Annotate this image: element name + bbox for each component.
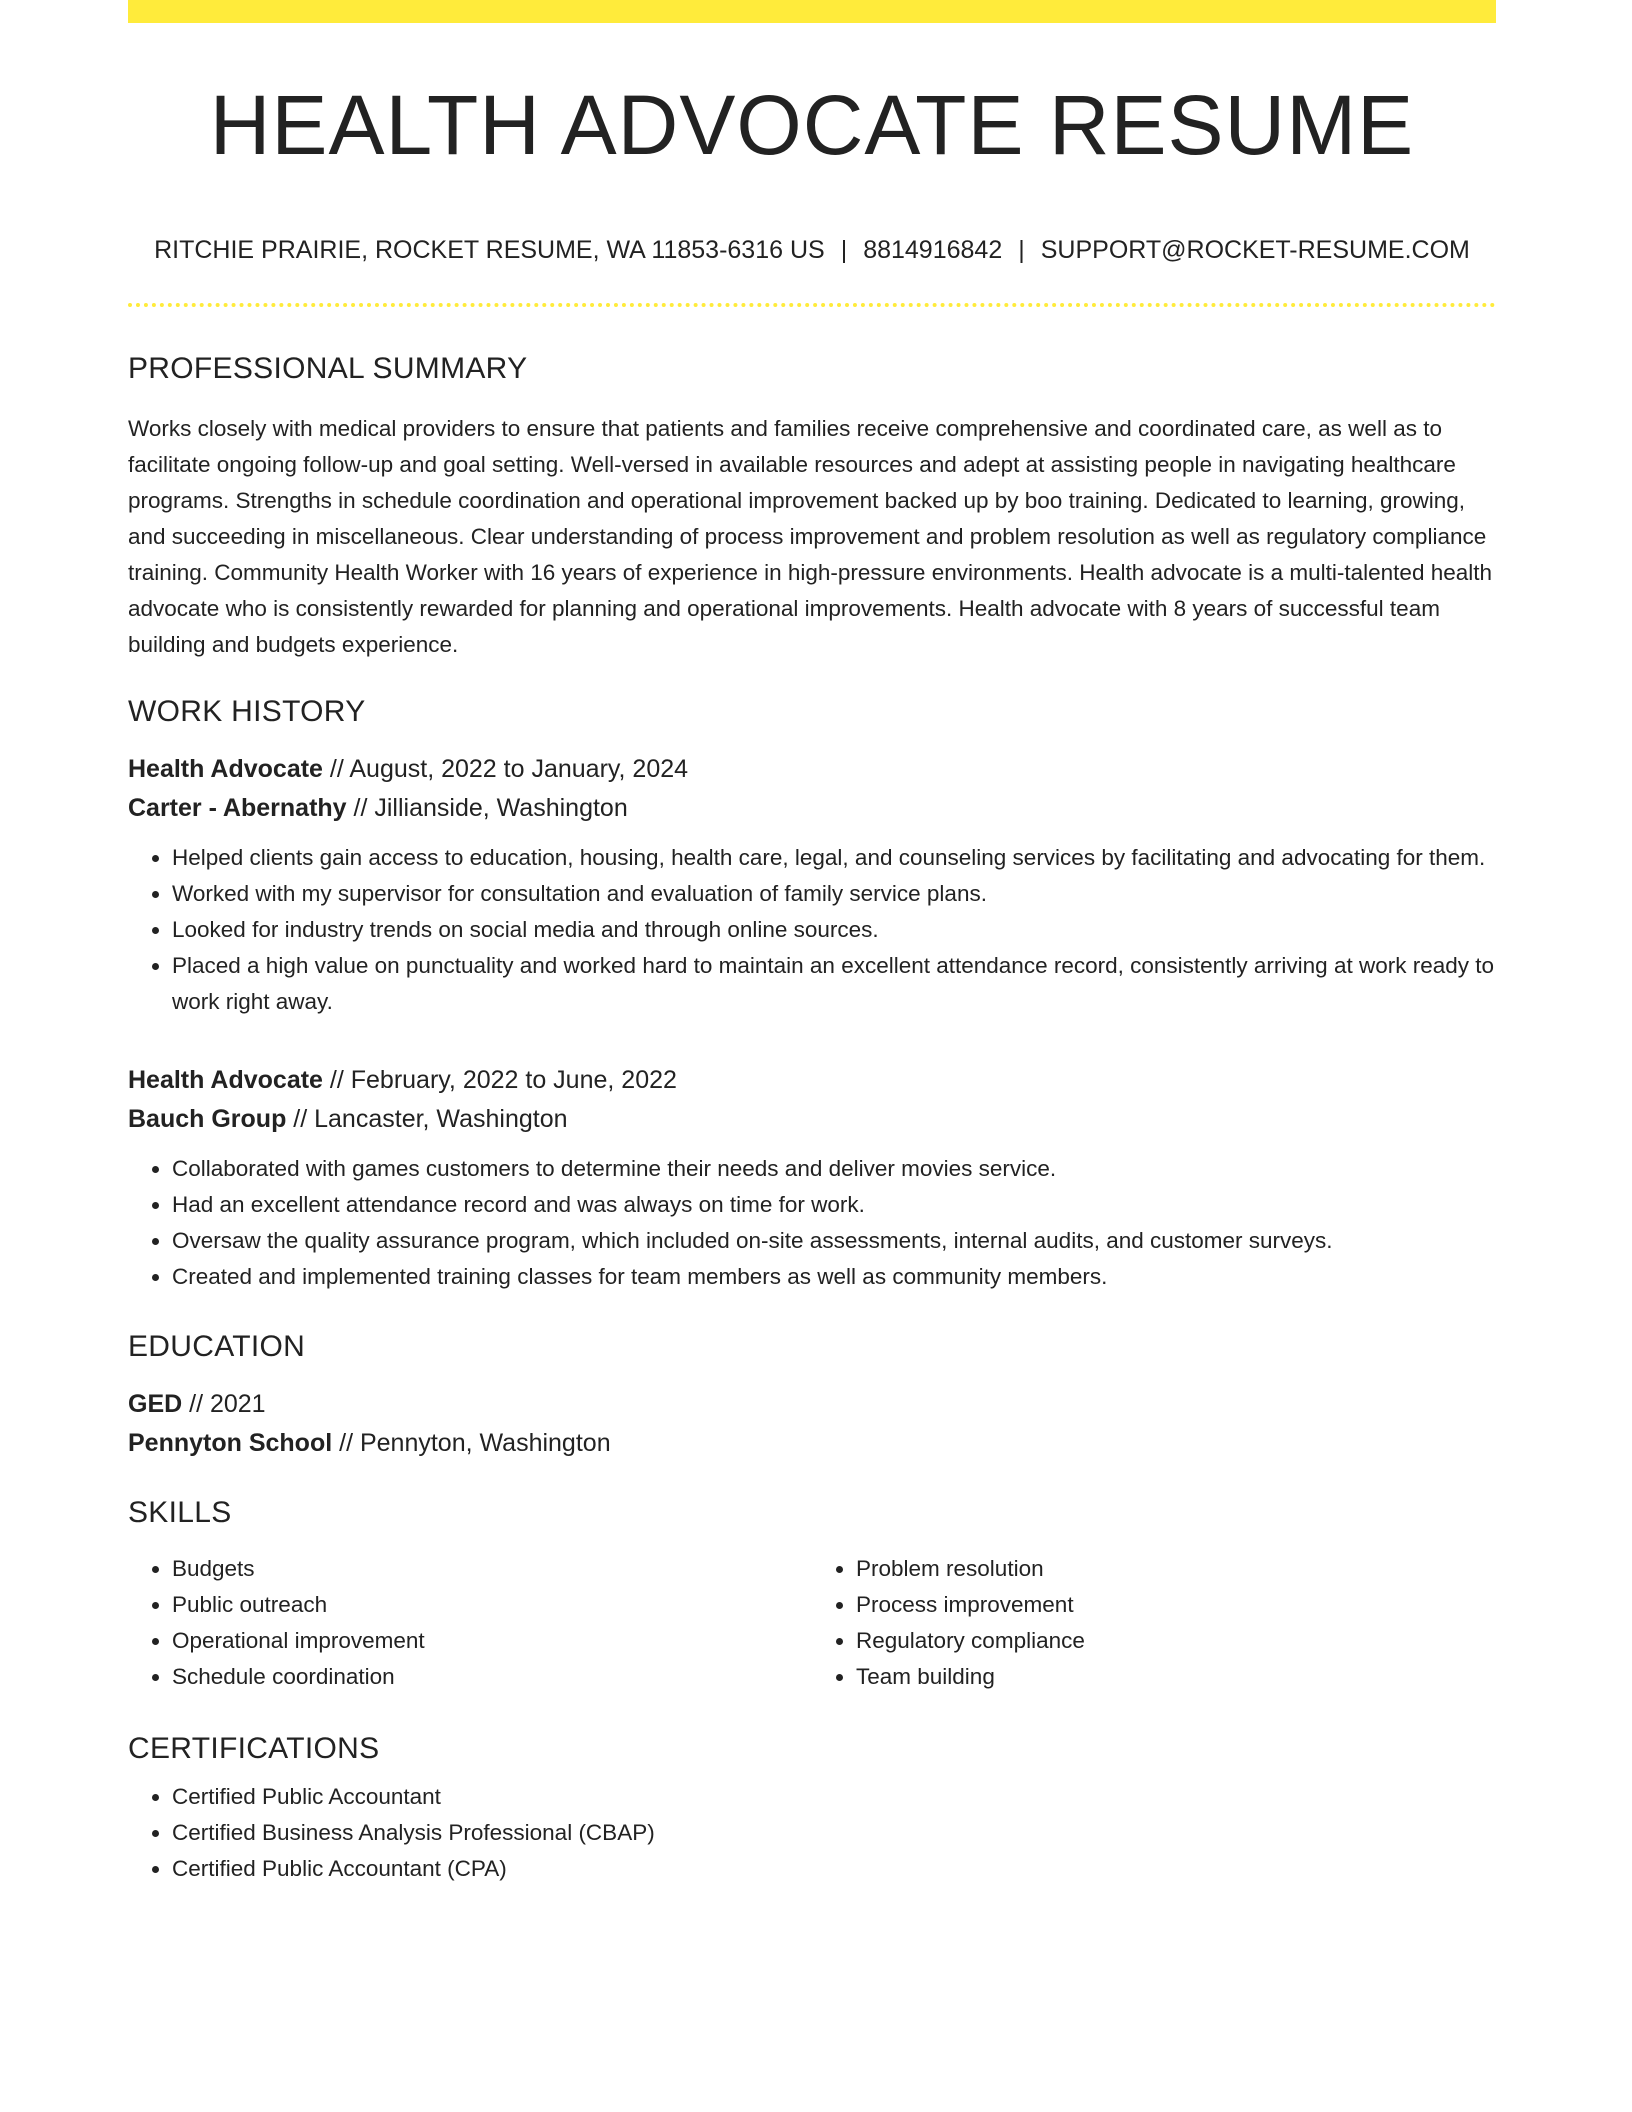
work-history-heading: WORK HISTORY [128,695,366,729]
job-location: // Jillianside, Washington [346,794,628,823]
education-school-line [128,1424,1496,1463]
resume-title: HEALTH ADVOCATE RESUME [209,78,1415,172]
job-bullets [128,1151,1496,1295]
skills-column-right [812,1551,1496,1695]
skill-item: • Budgets [172,1551,812,1587]
dotted-divider [128,303,1496,307]
summary-text: Works closely with medical providers to ensure that patients and families receive comprehensive and coordinated care, as well as to facilitate ongoing follow-up and goal setting. Well-versed in available resources and adept at assisting people in navigating healthcare programs. Strengths in schedule coordination and operational improvement backed up by boo training. Dedicated to learning, growing, and succeeding in miscellaneous. Clear understanding of process improvement and problem resolution as well as regulatory compliance training. Community Health Worker with 16 years of experience in high-pressure environments. Health advocate is a multi-talented health advocate who is consistently rewarded for planning and operational improvements. Health advocate with 8 years of successful team building and budgets experience. [128,416,1493,658]
job-dates: // August, 2022 to January, 2024 [322,755,689,784]
job-entry [128,1061,1496,1295]
job-bullet: • Had an excellent attendance record and was always on time for work. [172,1187,1496,1223]
certifications-list [128,1779,1496,1887]
job-entry [128,750,1496,1020]
job-title: Health Advocate [128,755,323,784]
education-year: // 2021 [182,1390,266,1419]
skills-heading: SKILLS [128,1496,232,1530]
skill-item: • Regulatory compliance [856,1623,1496,1659]
skill-item: • Process improvement [856,1587,1496,1623]
job-title: Health Advocate [128,1066,323,1095]
skill-item: • Public outreach [172,1587,812,1623]
skill-item: • Schedule coordination [172,1659,812,1695]
certification-item: • Certified Business Analysis Professional (CBAP) [172,1815,1496,1851]
contact-email: SUPPORT@ROCKET-RESUME.COM [1040,236,1470,265]
job-bullet: • Helped clients gain access to education, housing, health care, legal, and counseling services by facilitating and advocating for them. [172,840,1496,876]
job-company: Carter - Abernathy [128,794,347,823]
job-location: // Lancaster, Washington [286,1105,568,1134]
job-title-line [128,750,1496,789]
education-degree-line [128,1385,1496,1424]
skill-item: • Problem resolution [856,1551,1496,1587]
contact-separator: | [1018,236,1025,265]
resume-page [128,0,1496,1887]
accent-bar [128,0,1496,23]
job-company: Bauch Group [128,1105,287,1134]
summary-heading: PROFESSIONAL SUMMARY [128,352,528,386]
certification-item: • Certified Public Accountant (CPA) [172,1851,1496,1887]
skills-grid [128,1551,1496,1695]
contact-line [128,235,1496,265]
skill-item: • Team building [856,1659,1496,1695]
job-dates: // February, 2022 to June, 2022 [322,1066,677,1095]
job-company-line [128,1100,1496,1139]
education-entry [128,1385,1496,1463]
job-bullet: • Created and implemented training classes for team members as well as community members. [172,1259,1496,1295]
job-bullet: • Placed a high value on punctuality and worked hard to maintain an excellent attendance record, consistently arriving at work ready to work right away. [172,948,1496,1020]
skills-column-left [128,1551,812,1695]
job-bullet: • Worked with my supervisor for consultation and evaluation of family service plans. [172,876,1496,912]
job-bullet: • Oversaw the quality assurance program, which included on-site assessments, internal audits, and customer surveys. [172,1223,1496,1259]
education-location: // Pennyton, Washington [332,1429,611,1458]
contact-address: RITCHIE PRAIRIE, ROCKET RESUME, WA 11853-6316 US [154,236,825,265]
education-degree: GED [128,1390,183,1419]
job-bullets [128,840,1496,1020]
job-company-line [128,789,1496,828]
contact-phone: 8814916842 [863,236,1003,265]
contact-separator: | [840,236,848,265]
certifications-heading: CERTIFICATIONS [128,1732,380,1766]
job-title-line [128,1061,1496,1100]
education-heading: EDUCATION [128,1330,306,1364]
skill-item: • Operational improvement [172,1623,812,1659]
job-bullet: • Collaborated with games customers to determine their needs and deliver movies service. [172,1151,1496,1187]
education-school: Pennyton School [128,1429,333,1458]
job-bullet: • Looked for industry trends on social media and through online sources. [172,912,1496,948]
certification-item: • Certified Public Accountant [172,1779,1496,1815]
